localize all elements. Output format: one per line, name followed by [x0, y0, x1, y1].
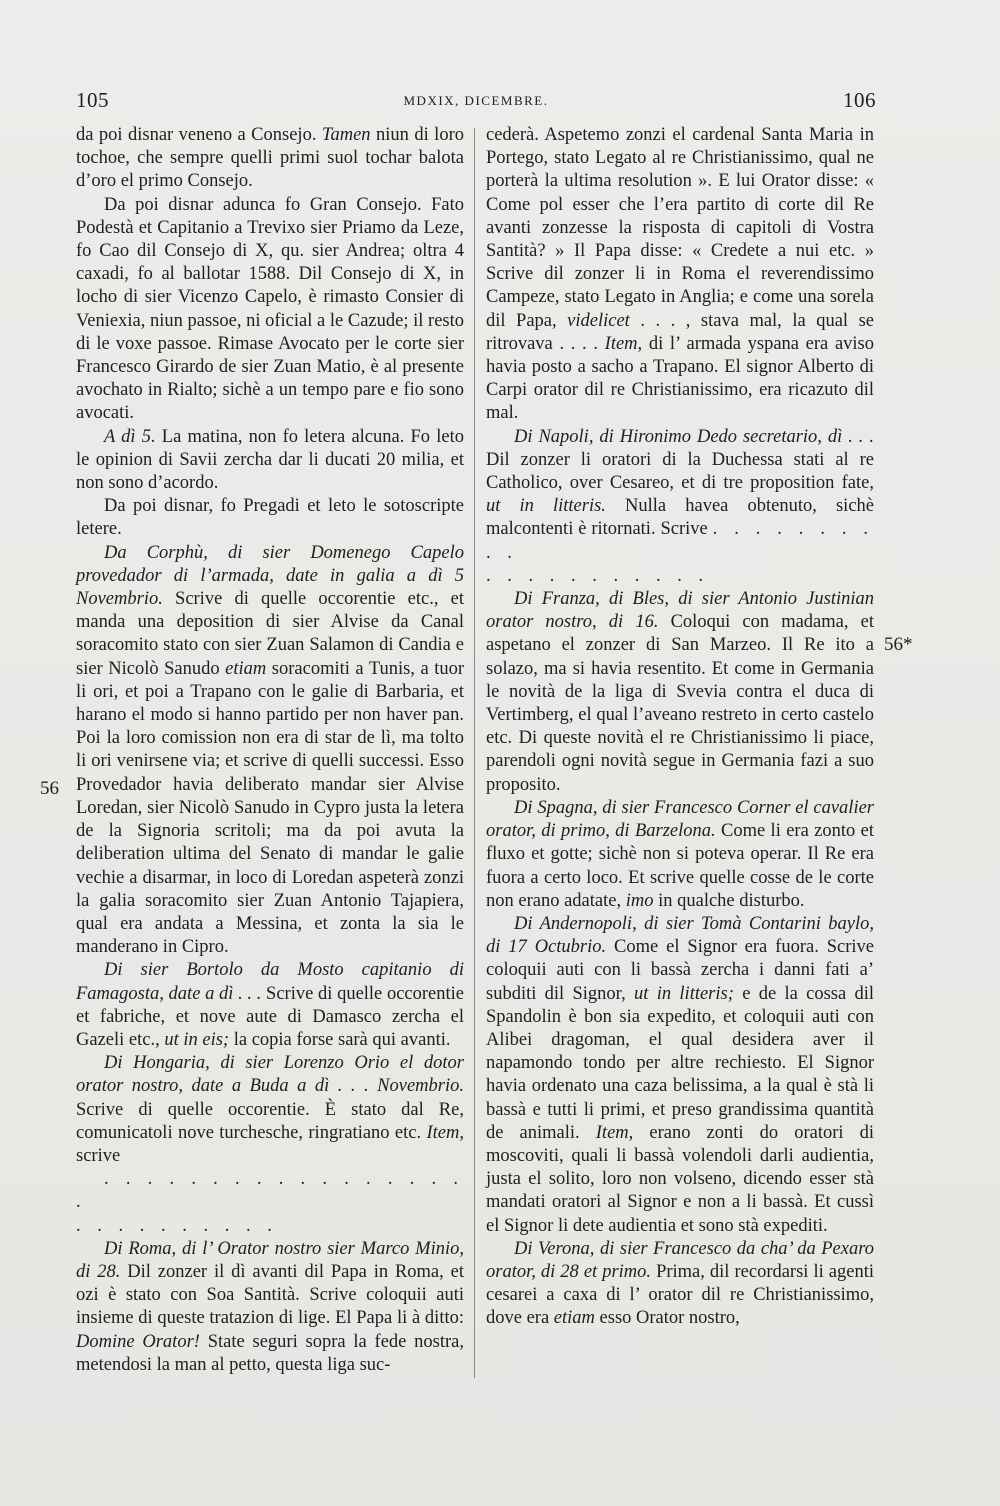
- right-column-paragraph-7: Di Verona, di sier Francesco da cha’ da Pexaro orator, di 28 et primo. Prima, dil recordarsi li agenti cesarei a caxa di l’ orator dil re Christianissimo, dove era etiam esso Orator nostro,: [486, 1238, 874, 1329]
- running-title: MDXIX, DICEMBRE.: [403, 93, 549, 108]
- right-column: [486, 124, 874, 1331]
- column-divider: [474, 128, 475, 1378]
- left-column: [76, 124, 464, 1377]
- right-column-paragraph-3: . . . . . . . . . . .: [486, 565, 710, 586]
- left-column-paragraph-10: Di Roma, di l’ Orator nostro sier Marco Minio, di 28. Dil zonzer il dì avanti dil Papa in Roma, et ozi è stato con Soa Santità. Scrive coloquii auti insieme di queste tratazion di lige. El Papa li à ditto: Domine Orator! State seguri sopra la fede nostra, metendosi la man al petto, questa liga suc-: [76, 1238, 464, 1375]
- left-column-paragraph-4: Da poi disnar, fo Pregadi et leto le sotoscripte letere.: [76, 496, 464, 540]
- left-column-paragraph-7: Di Hongaria, di sier Lorenzo Orio el dotor orator nostro, date a Buda a dì . . . Novembrio. Scrive di quelle occorentie. È stato dal Re, comunicatoli nove turchesche, ringratiano etc. Item, scrive: [76, 1053, 464, 1166]
- left-column-paragraph-8: . . . . . . . . . . . . . . . . . .: [76, 1169, 464, 1213]
- left-column-paragraph-3: A dì 5. La matina, non fo letera alcuna. Fo leto le opinion di Savii zercha dar li ducati 20 milia, et non sono d’acordo.: [76, 426, 464, 494]
- right-column-paragraph-2: Di Napoli, di Hironimo Dedo secretario, dì . . . Dil zonzer li oratori di la Duchessa stati al re Catholico, over Cesareo, et di tre proposition fate, ut in litteris. Nulla havea obtenuto, sichè malcontenti è ritornati. Scrive . . . . . . . . . .: [486, 426, 874, 563]
- left-column-paragraph-6: Di sier Bortolo da Mosto capitanio di Famagosta, date a dì . . . Scrive di quelle occorentie et fabriche, et nove aute di Damasco zercha el Gazeli etc., ut in eis; la copia forse sarà qui avanti.: [76, 960, 464, 1050]
- left-column-paragraph-1: da poi disnar veneno a Consejo. Tamen niun di loro tochoe, che sempre quelli primi suol tochar balota d’oro el primo Consejo.: [76, 125, 464, 192]
- right-column-paragraph-6: Di Andernopoli, di sier Tomà Contarini baylo, di 17 Octubrio. Come el Signor era fuora. Scrive coloquii auti con li bassà zercha i danni fati a’ subditi dil Signor, ut in litteris; e de la cossa dil Spandolin è bon sia expedito, et coloquii auti con Alibei dragoman, el qual desidera aver il napamondo tondo per altre rechiesto. El Signor havia ordenato una caza belissima, a la qual è stà li bassà e tutti li primi, et preso grandissima quantità de animali. Item, erano zonti do oratori di moscoviti, quali li bassà volendoli darli audientia, justa el solito, loro non volseno, dicendo esser stà mandati oratori al Signor e non a li bassà. Et cussì el Signor li dete audientia et sono stà expediti.: [486, 913, 875, 1236]
- right-column-paragraph-1: cederà. Aspetemo zonzi el cardenal Santa Maria in Portego, stato Legato al re Christianissimo, qual ne porterà la ultima resolution ». E lui Orator disse: « Come pol esser che l’era partito di corte dil Re avanti zonzesse la risposta di capitoli di Vostra Santità? » Il Papa disse: « Credete a nui etc. » Scrive dil zonzer li in Roma el reverendissimo Campeze, stato Legato in Anglia; e come una sorela dil Papa, videlicet . . . , stava mal, la qual se ritrovava . . . . Item, di l’ armada yspana era aviso havia posto a sacho a Trapano. El signor Alberto di Carpi orator dil re Christianissimo, era ricazuto dil mal.: [486, 125, 874, 424]
- running-header: [76, 88, 876, 118]
- right-column-paragraph-5: Di Spagna, di sier Francesco Corner el cavalier orator, di primo, di Barzelona. Come li era zonto et fluxo et gotte; sichè non si poteva operar. Il Re era fuora a certo loco. Et scrive quelle cosse de le corte non erano adatate, imo in qualche disturbo.: [486, 797, 874, 911]
- margin-number-left: 56: [40, 778, 59, 799]
- left-column-paragraph-9: . . . . . . . . . .: [76, 1215, 278, 1236]
- left-column-paragraph-5: Da Corphù, di sier Domenego Capelo provedador di l’armada, date in galia a dì 5 Novembrio. Scrive di quelle occorentie etc., et manda una deposition di sier Alvise da Canal soracomito stato con sier Zuan Salamon di Candia e sier Nicolò Sanudo etiam soracomiti a Tunis, a tuor li ori, et poi a Trapano con le galie di Barbaria, et harano el modo si hanno partido per non haver pan. Poi la loro comission non era di star de lì, ma tolto li ori venirsene via; et scrive di quelli successi. Esso Provedador havia deliberato mandar sier Alvise Loredan, sier Nicolò Sanudo in Cypro justa la letera de la Signoria scritoli; ma da poi avuta la deliberation ultima del Senato di mandar le galie vechie a disarmar, in loco di Loredan aspeterà zonzi la galia soracomito sier Zuan Antonio Tajapiera, qual era andata a Messina, et zonta la sia le manderano in Cipro.: [76, 542, 464, 958]
- left-column-paragraph-2: Da poi disnar adunca fo Gran Consejo. Fato Podestà et Capitanio a Trevixo sier Priamo da Leze, fo Cao dil Consejo di X, qu. sier Andrea; oltra 4 caxadi, fo al ballotar 1588. Dil Consejo di X, in locho di sier Vicenzo Capelo, è rimasto Consier di Veniexia, niun passoe, ni oficial a le Cazude; il resto di le voxe passoe. Rimase Avocato per le corte sier Francesco Girardo de sier Zuan Matio, è al presente avochato in Rialto; sichè a un tempo pare e fio sono avocati.: [76, 194, 464, 424]
- right-column-paragraph-4: Di Franza, di Bles, di sier Antonio Justinian orator nostro, di 16. Coloqui con madama, et aspetano el zonzer di San Marzeo. Il Re ito a solazo, ma si havia resentito. Et come in Germania le novità de la liga di Svevia contra el duca di Vertimberg, el qual l’aveano restreto in certo castelo etc. Di queste novità el re Christianissimo li piace, parendoli ogni novità segue in Germania fazi a suo proposito.: [486, 589, 874, 795]
- margin-number-right: 56*: [884, 634, 913, 655]
- page-number-right: 106: [843, 88, 876, 112]
- page-number-left: 105: [76, 88, 109, 112]
